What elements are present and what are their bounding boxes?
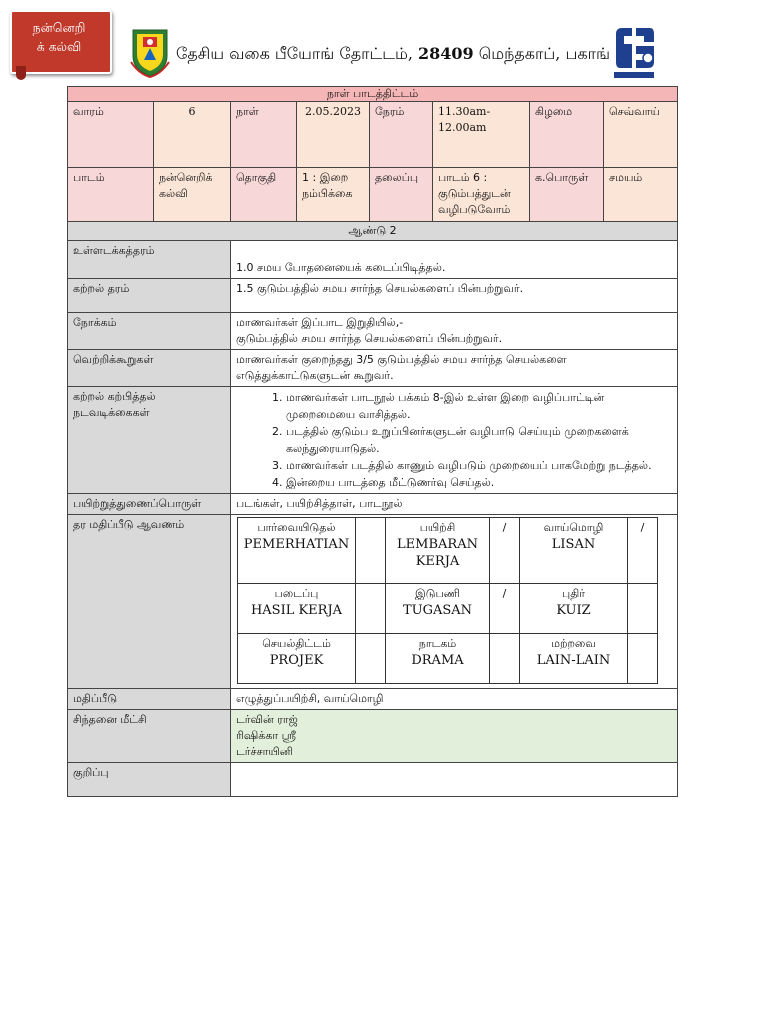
subject-label: பாடம் bbox=[68, 168, 154, 222]
value-label: க.பொருள் bbox=[530, 168, 604, 222]
activity-item: 1. மாணவர்கள் பாடநூல் பக்கம் 8-இல் உள்ள இறை வழிப்பாட்டின் முறைமையை வாசித்தல். bbox=[286, 389, 672, 423]
success-criteria-label: வெற்றிக்கூறுகள் bbox=[68, 350, 231, 387]
tag-line-2: க் கல்வி bbox=[36, 39, 82, 54]
date-value: 2.05.2023 bbox=[297, 102, 370, 168]
assessment-item: வாய்மொழி LISAN bbox=[520, 518, 628, 584]
assessment-item: பார்வையிடுதல் PEMERHATIAN bbox=[238, 518, 356, 584]
week-label: வாரம் bbox=[68, 102, 154, 168]
time-label: நேரம் bbox=[370, 102, 433, 168]
day-value: செவ்வாய் bbox=[604, 102, 678, 168]
topic-value: பாடம் 6 : குடும்பத்துடன் வழிபடுவோம் bbox=[433, 168, 530, 222]
activities-list bbox=[236, 389, 672, 491]
assessment-item: நாடகம் DRAMA bbox=[386, 634, 490, 684]
reflection-name: டர்ச்சாயினி bbox=[236, 745, 293, 758]
activities-label: கற்றல் கற்பித்தல் நடவடிக்கைகள் bbox=[68, 387, 231, 494]
learning-standard-value: 1.5 குடும்பத்தில் சமய சார்ந்த செயல்களைப் பின்பற்றுவர். bbox=[231, 279, 678, 313]
notes-value bbox=[231, 763, 678, 797]
reflection-name: ரிஷிக்கா ஸ்ரீ bbox=[236, 729, 296, 742]
content-standard-value: 1.0 சமய போதனையைக் கடைப்பிடித்தல். bbox=[231, 241, 678, 279]
activity-item: 3. மாணவர்கள் படத்தில் காணும் வழிபடும் முறையைப் பாகமேற்று நடத்தல். bbox=[286, 457, 672, 474]
assessment-mark: / bbox=[628, 518, 658, 584]
assessment-mark bbox=[628, 584, 658, 634]
school-name bbox=[176, 44, 610, 65]
tag-curl bbox=[16, 66, 26, 80]
objective-label: நோக்கம் bbox=[68, 313, 231, 350]
time-value: 11.30am-12.00am bbox=[433, 102, 530, 168]
content-standard-label: உள்ளடக்கத்தரம் bbox=[68, 241, 231, 279]
reflection-name: டர்வின் ராஜ் bbox=[236, 713, 298, 726]
tag-line-1: நன்னெறி bbox=[32, 20, 86, 35]
assessment-item: இடுபணி TUGASAN bbox=[386, 584, 490, 634]
evaluation-value: எழுத்துப்பயிற்சி, வாய்மொழி bbox=[231, 689, 678, 710]
activities-cell bbox=[231, 387, 678, 494]
reflection-value bbox=[231, 710, 678, 763]
assessment-item: பயிற்சி LEMBARAN KERJA bbox=[386, 518, 490, 584]
learning-standard-label: கற்றல் தரம் bbox=[68, 279, 231, 313]
evaluation-label: மதிப்பீடு bbox=[68, 689, 231, 710]
assessment-mark: / bbox=[490, 518, 520, 584]
ministry-logo-icon bbox=[610, 24, 658, 80]
week-value: 6 bbox=[154, 102, 231, 168]
assessment-mark bbox=[490, 634, 520, 684]
year-row: ஆண்டு 2 bbox=[68, 222, 678, 241]
subject-tag bbox=[10, 10, 108, 78]
assessment-grid bbox=[237, 517, 658, 684]
success-criteria-value: மாணவர்கள் குறைந்தது 3/5 குடும்பத்தில் சமய சார்ந்த செயல்களை எடுத்துக்காட்டுகளுடன் கூறுவர். bbox=[231, 350, 678, 387]
unit-label: தொகுதி bbox=[231, 168, 297, 222]
assessment-item: புதிர் KUIZ bbox=[520, 584, 628, 634]
school-suffix: மெந்தகாப், பகாங் bbox=[478, 44, 610, 63]
notes-label: குறிப்பு bbox=[68, 763, 231, 797]
assessment-cell bbox=[231, 515, 678, 689]
assessment-mark bbox=[356, 634, 386, 684]
date-label: நாள் bbox=[231, 102, 297, 168]
materials-value: படங்கள், பயிற்சித்தாள், பாடநூல் bbox=[231, 494, 678, 515]
assessment-item: மற்றவை LAIN-LAIN bbox=[520, 634, 628, 684]
topic-label: தலைப்பு bbox=[370, 168, 433, 222]
assessment-item: படைப்பு HASIL KERJA bbox=[238, 584, 356, 634]
activity-item: 2. படத்தில் குடும்ப உறுப்பினர்களுடன் வழிபாடு செய்யும் முறைகளைக் கலந்துரையாடுதல். bbox=[286, 423, 672, 457]
assessment-mark bbox=[628, 634, 658, 684]
lesson-plan-table bbox=[67, 86, 678, 797]
school-prefix: தேசிய வகை பீயோங் தோட்டம், bbox=[176, 44, 413, 63]
school-crest-icon bbox=[129, 26, 171, 78]
value-value: சமயம் bbox=[604, 168, 678, 222]
objective-line-1: மாணவர்கள் இப்பாட இறுதியில்,- bbox=[236, 316, 404, 329]
school-code: 28409 bbox=[418, 44, 474, 63]
day-label: கிழமை bbox=[530, 102, 604, 168]
subject-value: நன்னெறிக் கல்வி bbox=[154, 168, 231, 222]
assessment-item: செயல்திட்டம் PROJEK bbox=[238, 634, 356, 684]
tag-text bbox=[10, 18, 108, 56]
assessment-mark: / bbox=[490, 584, 520, 634]
assessment-label: தர மதிப்பீடு ஆவணம் bbox=[68, 515, 231, 689]
assessment-mark bbox=[356, 584, 386, 634]
unit-value: 1 : இறை நம்பிக்கை bbox=[297, 168, 370, 222]
reflection-label: சிந்தனை மீட்சி bbox=[68, 710, 231, 763]
assessment-mark bbox=[356, 518, 386, 584]
plan-title: நாள் பாடத்திட்டம் bbox=[68, 87, 678, 102]
objective-value bbox=[231, 313, 678, 350]
objective-line-2: குடும்பத்தில் சமய சார்ந்த செயல்களைப் பின்பற்றுவர். bbox=[236, 332, 503, 345]
materials-label: பயிற்றுத்துணைப்பொருள் bbox=[68, 494, 231, 515]
activity-item: 4. இன்றைய பாடத்தை மீட்டுணர்வு செய்தல். bbox=[286, 474, 672, 491]
